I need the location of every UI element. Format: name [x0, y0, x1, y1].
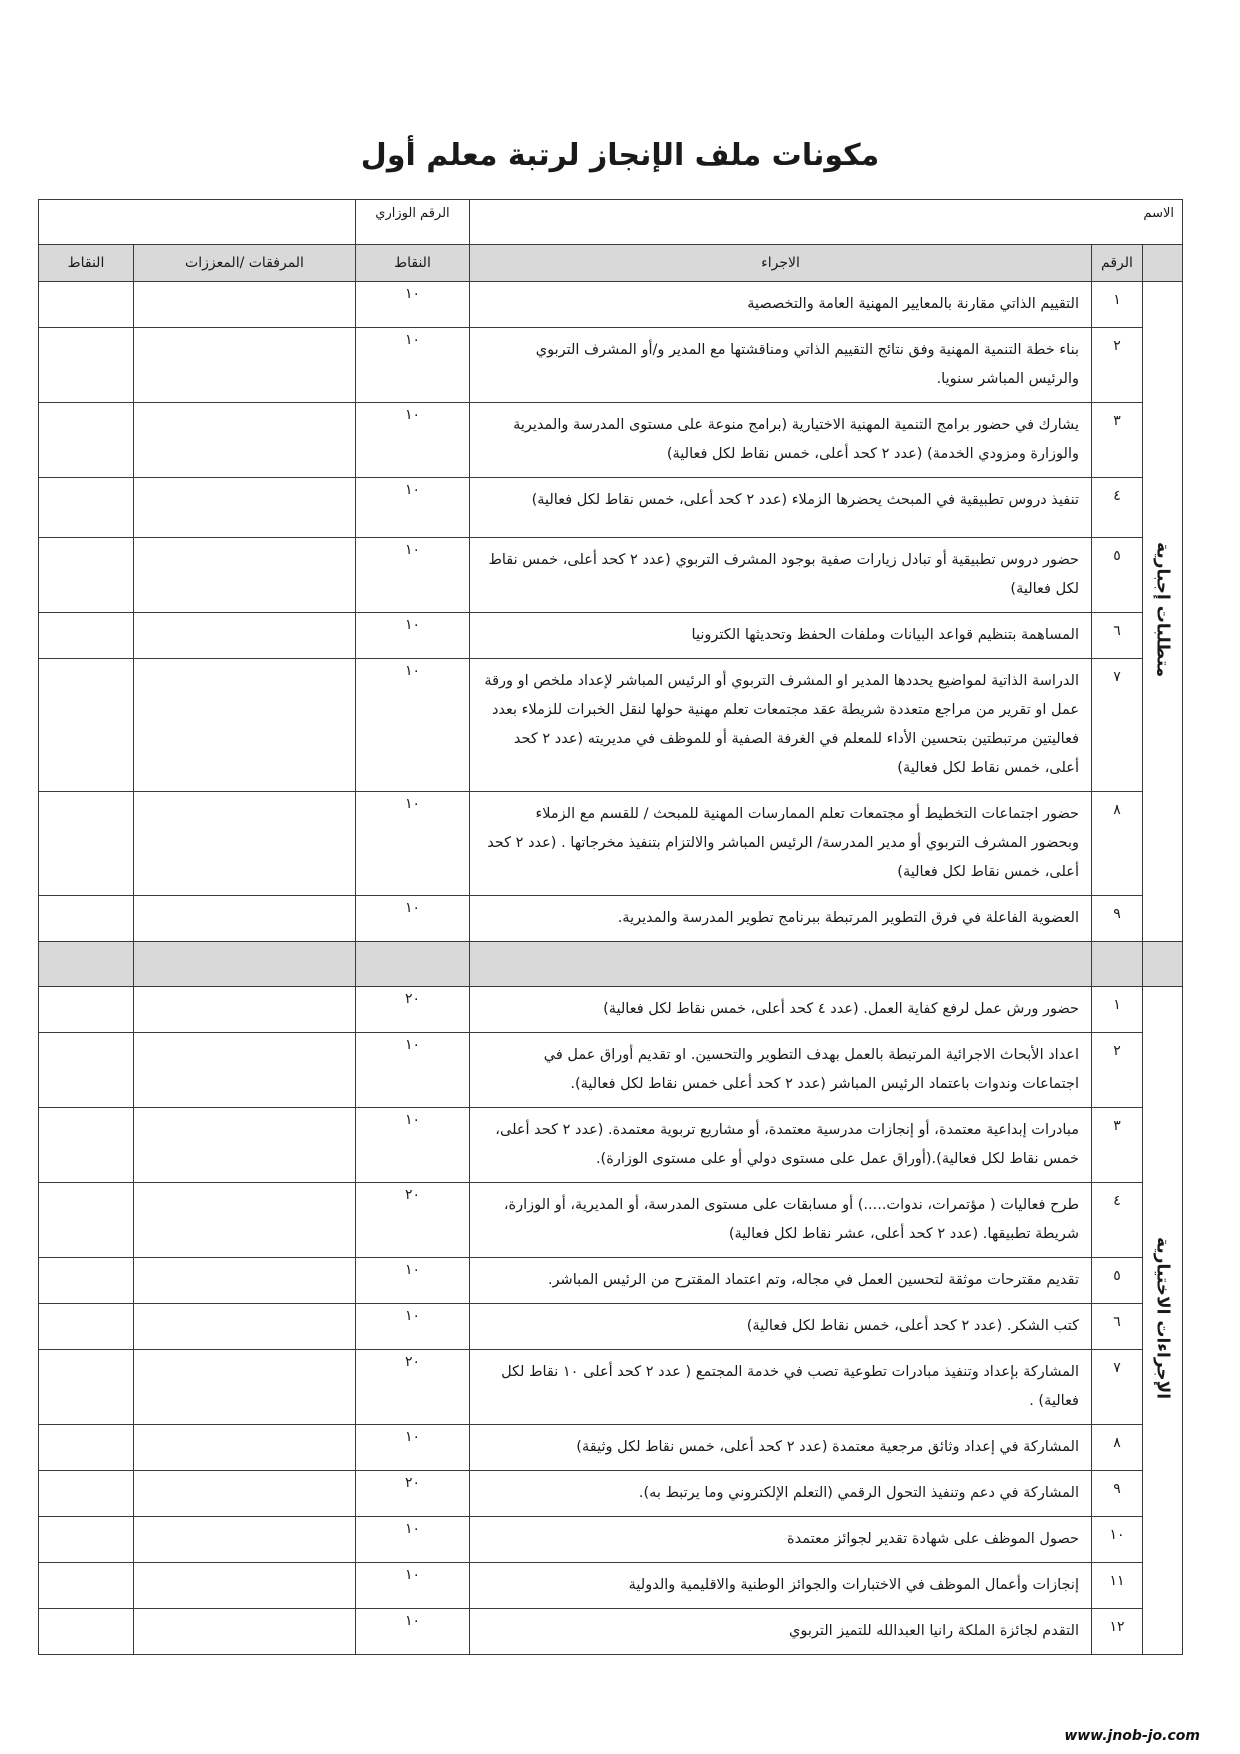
- points-value: ١٠: [356, 1108, 470, 1183]
- col-attachments-header: المرفقات /المعززات: [134, 245, 356, 282]
- col-points-header: النقاط: [356, 245, 470, 282]
- score-cell: [39, 1258, 134, 1304]
- separator-cell: [470, 942, 1092, 987]
- attachments-cell: [134, 478, 356, 538]
- points-value: ١٠: [356, 328, 470, 403]
- table-row: [39, 1033, 1183, 1108]
- procedure-text: إنجازات وأعمال الموظف في الاختبارات والجوائز الوطنية والاقليمية والدولية: [470, 1563, 1092, 1609]
- group-label: الإجراءات الاختيارية: [1152, 1237, 1173, 1400]
- attachments-cell: [134, 659, 356, 792]
- points-value: ١٠: [356, 613, 470, 659]
- table-row: [39, 403, 1183, 478]
- points-value: ١٠: [356, 1517, 470, 1563]
- procedure-text: التقدم لجائزة الملكة رانيا العبدالله للتميز التربوي: [470, 1609, 1092, 1655]
- row-number: ٥: [1092, 538, 1143, 613]
- col-number-header: الرقم: [1092, 245, 1143, 282]
- table-row: [39, 1563, 1183, 1609]
- row-number: ١١: [1092, 1563, 1143, 1609]
- row-number: ٣: [1092, 1108, 1143, 1183]
- attachments-cell: [134, 328, 356, 403]
- col-procedure-header: الاجراء: [470, 245, 1092, 282]
- attachments-cell: [134, 282, 356, 328]
- score-cell: [39, 1609, 134, 1655]
- separator-cell: [1143, 942, 1183, 987]
- ministry-number-value: [39, 200, 356, 245]
- header-info-row: [39, 200, 1183, 245]
- procedure-text: تنفيذ دروس تطبيقية في المبحث يحضرها الزملاء (عدد ٢ كحد أعلى، خمس نقاط لكل فعالية): [470, 478, 1092, 538]
- score-cell: [39, 403, 134, 478]
- points-value: ١٠: [356, 1563, 470, 1609]
- points-value: ١٠: [356, 1033, 470, 1108]
- points-value: ١٠: [356, 896, 470, 942]
- procedure-text: حصول الموظف على شهادة تقدير لجوائز معتمدة: [470, 1517, 1092, 1563]
- procedure-text: المشاركة في دعم وتنفيذ التحول الرقمي (التعلم الإلكتروني وما يرتبط به).: [470, 1471, 1092, 1517]
- points-value: ١٠: [356, 659, 470, 792]
- row-number: ٩: [1092, 896, 1143, 942]
- ministry-number-label: الرقم الوزاري: [375, 206, 450, 221]
- procedure-text: كتب الشكر. (عدد ٢ كحد أعلى، خمس نقاط لكل فعالية): [470, 1304, 1092, 1350]
- table-row: [39, 659, 1183, 792]
- row-number: ٧: [1092, 1350, 1143, 1425]
- score-cell: [39, 1304, 134, 1350]
- points-value: ١٠: [356, 478, 470, 538]
- table-row: [39, 896, 1183, 942]
- attachments-cell: [134, 1258, 356, 1304]
- row-number: ٢: [1092, 1033, 1143, 1108]
- table-row: [39, 1609, 1183, 1655]
- points-value: ١٠: [356, 403, 470, 478]
- attachments-cell: [134, 1517, 356, 1563]
- attachments-cell: [134, 1304, 356, 1350]
- row-number: ١٢: [1092, 1609, 1143, 1655]
- attachments-cell: [134, 1033, 356, 1108]
- table-row: [39, 1471, 1183, 1517]
- points-value: ٢٠: [356, 1471, 470, 1517]
- row-number: ٦: [1092, 613, 1143, 659]
- score-cell: [39, 1517, 134, 1563]
- name-field: [470, 200, 1183, 245]
- procedure-text: التقييم الذاتي مقارنة بالمعايير المهنية العامة والتخصصية: [470, 282, 1092, 328]
- score-cell: [39, 1183, 134, 1258]
- name-label: الاسم: [1143, 206, 1174, 221]
- procedure-text: تقديم مقترحات موثقة لتحسين العمل في مجاله، وتم اعتماد المقترح من الرئيس المباشر.: [470, 1258, 1092, 1304]
- points-value: ٢٠: [356, 987, 470, 1033]
- score-cell: [39, 538, 134, 613]
- procedure-text: الدراسة الذاتية لمواضيع يحددها المدير او المشرف التربوي أو الرئيس المباشر لإعداد ملخص او ورقة عمل او تقرير من مراجع متعددة شريطة عقد مجتمعات تعلم مهنية حولها لنقل الخبرات للزملاء بعدد فعاليتين مرتبطتين بتحسين الأداء للمعلم في الغرفة الصفية أو للموظف في مديريته (عدد ٢ كحد أعلى، خمس نقاط لكل فعالية): [470, 659, 1092, 792]
- column-header-row: [39, 245, 1183, 282]
- table-row: [39, 478, 1183, 538]
- row-number: ١: [1092, 987, 1143, 1033]
- score-cell: [39, 1033, 134, 1108]
- points-value: ١٠: [356, 538, 470, 613]
- score-cell: [39, 1108, 134, 1183]
- row-number: ٤: [1092, 1183, 1143, 1258]
- row-number: ٢: [1092, 328, 1143, 403]
- row-number: ٨: [1092, 792, 1143, 896]
- procedure-text: العضوية الفاعلة في فرق التطوير المرتبطة ببرنامج تطوير المدرسة والمديرية.: [470, 896, 1092, 942]
- attachments-cell: [134, 403, 356, 478]
- points-value: ٢٠: [356, 1350, 470, 1425]
- site-watermark: www.jnob-jo.com: [1064, 1728, 1200, 1744]
- col-score-header: النقاط: [39, 245, 134, 282]
- attachments-cell: [134, 1471, 356, 1517]
- table-row: [39, 1517, 1183, 1563]
- points-value: ١٠: [356, 1425, 470, 1471]
- table-row: [39, 1350, 1183, 1425]
- procedure-text: طرح فعاليات ( مؤتمرات، ندوات.....) أو مسابقات على مستوى المدرسة، أو المديرية، أو الوزارة، شريطة تطبيقها. (عدد ٢ كحد أعلى، عشر نقاط لكل فعالية): [470, 1183, 1092, 1258]
- score-cell: [39, 282, 134, 328]
- row-number: ٧: [1092, 659, 1143, 792]
- points-value: ١٠: [356, 792, 470, 896]
- procedure-text: المشاركة في إعداد وثائق مرجعية معتمدة (عدد ٢ كحد أعلى، خمس نقاط لكل وثيقة): [470, 1425, 1092, 1471]
- row-number: ٣: [1092, 403, 1143, 478]
- page-title: مكونات ملف الإنجاز لرتبة معلم أول: [360, 138, 880, 173]
- separator-cell: [134, 942, 356, 987]
- optional-procedures-group: [1143, 987, 1183, 1655]
- points-value: ٢٠: [356, 1183, 470, 1258]
- separator-cell: [1092, 942, 1143, 987]
- table-row: [39, 328, 1183, 403]
- row-number: ١: [1092, 282, 1143, 328]
- attachments-cell: [134, 538, 356, 613]
- table-row: [39, 282, 1183, 328]
- attachments-cell: [134, 792, 356, 896]
- table-row: [39, 613, 1183, 659]
- score-cell: [39, 478, 134, 538]
- score-cell: [39, 1350, 134, 1425]
- attachments-cell: [134, 1609, 356, 1655]
- row-number: ١٠: [1092, 1517, 1143, 1563]
- table-row: [39, 1183, 1183, 1258]
- procedure-text: حضور دروس تطبيقية أو تبادل زيارات صفية بوجود المشرف التربوي (عدد ٢ كحد أعلى، خمس نقاط لكل فعالية): [470, 538, 1092, 613]
- procedure-text: حضور ورش عمل لرفع كفاية العمل. (عدد ٤ كحد أعلى، خمس نقاط لكل فعالية): [470, 987, 1092, 1033]
- score-cell: [39, 659, 134, 792]
- attachments-cell: [134, 1350, 356, 1425]
- attachments-cell: [134, 1425, 356, 1471]
- group-header-cell: [1143, 245, 1183, 282]
- separator-cell: [356, 942, 470, 987]
- points-value: ١٠: [356, 1609, 470, 1655]
- attachments-cell: [134, 1563, 356, 1609]
- points-value: ١٠: [356, 282, 470, 328]
- procedure-text: مبادرات إبداعية معتمدة، أو إنجازات مدرسية معتمدة، أو مشاريع تربوية معتمدة. (عدد ٢ كحد أعلى، خمس نقاط لكل فعالية).(أوراق عمل على مستوى دولي أو على مستوى الوزارة).: [470, 1108, 1092, 1183]
- score-cell: [39, 987, 134, 1033]
- table-row: [39, 1304, 1183, 1350]
- attachments-cell: [134, 987, 356, 1033]
- row-number: ٦: [1092, 1304, 1143, 1350]
- score-cell: [39, 1471, 134, 1517]
- row-number: ٤: [1092, 478, 1143, 538]
- row-number: ٥: [1092, 1258, 1143, 1304]
- separator-cell: [39, 942, 134, 987]
- score-cell: [39, 613, 134, 659]
- mandatory-requirements-group: [1143, 282, 1183, 942]
- procedure-text: المشاركة بإعداد وتنفيذ مبادرات تطوعية تصب في خدمة المجتمع ( عدد ٢ كحد أعلى ١٠ نقاط لكل فعالية) .: [470, 1350, 1092, 1425]
- score-cell: [39, 896, 134, 942]
- procedure-text: بناء خطة التنمية المهنية وفق نتائج التقييم الذاتي ومناقشتها مع المدير و/أو المشرف التربوي والرئيس المباشر سنويا.: [470, 328, 1092, 403]
- attachments-cell: [134, 1183, 356, 1258]
- score-cell: [39, 1563, 134, 1609]
- attachments-cell: [134, 1108, 356, 1183]
- table-row: [39, 538, 1183, 613]
- attachments-cell: [134, 613, 356, 659]
- row-number: ٩: [1092, 1471, 1143, 1517]
- ministry-number-field: [356, 200, 470, 245]
- group-label: متطلبات إجبارية: [1152, 541, 1173, 678]
- achievement-file-table: [38, 199, 1182, 1655]
- score-cell: [39, 328, 134, 403]
- score-cell: [39, 1425, 134, 1471]
- table-row: [39, 792, 1183, 896]
- points-value: ١٠: [356, 1258, 470, 1304]
- points-value: ١٠: [356, 1304, 470, 1350]
- procedure-text: يشارك في حضور برامج التنمية المهنية الاختيارية (برامج منوعة على مستوى المدرسة والمديرية والوزارة ومزودي الخدمة) (عدد ٢ كحد أعلى، خمس نقاط لكل فعالية): [470, 403, 1092, 478]
- table-row: [39, 1108, 1183, 1183]
- score-cell: [39, 792, 134, 896]
- table-row: [39, 1425, 1183, 1471]
- attachments-cell: [134, 896, 356, 942]
- table-row: [39, 987, 1183, 1033]
- procedure-text: المساهمة بتنظيم قواعد البيانات وملفات الحفظ وتحديثها الكترونيا: [470, 613, 1092, 659]
- row-number: ٨: [1092, 1425, 1143, 1471]
- procedure-text: اعداد الأبحاث الاجرائية المرتبطة بالعمل بهدف التطوير والتحسين. او تقديم أوراق عمل في اجتماعات وندوات باعتماد الرئيس المباشر (عدد ٢ كحد أعلى خمس نقاط لكل فعالية).: [470, 1033, 1092, 1108]
- procedure-text: حضور اجتماعات التخطيط أو مجتمعات تعلم الممارسات المهنية للمبحث / للقسم مع الزملاء وبحضور المشرف التربوي أو مدير المدرسة/ الرئيس المباشر والالتزام بتنفيذ مخرجاتها . (عدد ٢ كحد أعلى، خمس نقاط لكل فعالية): [470, 792, 1092, 896]
- table-row: [39, 1258, 1183, 1304]
- section-separator-row: [39, 942, 1183, 987]
